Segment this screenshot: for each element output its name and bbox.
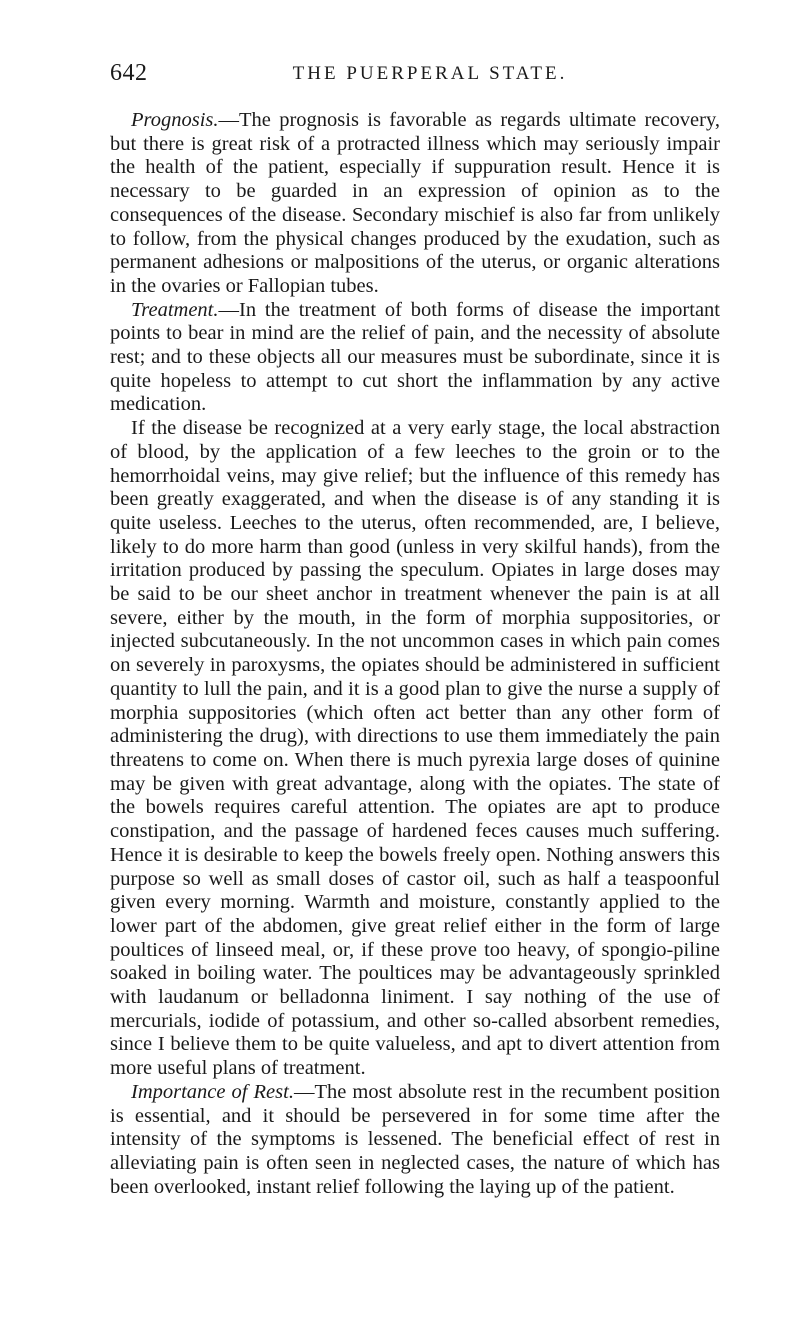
paragraph-text: —The prognosis is favorable as regards ultimate recovery, but there is great risk of a protracted illness which may seriously impair the health of the patient, especially if suppuration result. Hence it is necessary to be guarded in an expression of opinion as to the consequences of the disease. Secondary mischief is also far from unlikely to follow, from the physical changes produced by the exudation, such as permanent adhesions or malpositions of the uterus, or organic alterations in the ovaries or Fallopian tubes. xyxy=(110,109,720,297)
paragraph-text: —In the treatment of both forms of disease the important points to bear in mind are the relief of pain, and the necessity of absolute rest; and to these objects all our measures must be subordinate, since it is quite hopeless to attempt to cut short the inflammation by any active medication. xyxy=(110,298,720,416)
paragraph-importance-of-rest xyxy=(110,1081,720,1200)
section-heading-prognosis: Prognosis. xyxy=(131,109,219,131)
paragraph-text: If the disease be recognized at a very early stage, the local abstraction of blood, by the application of a few leeches to the groin or to the hemorrhoidal veins, may give relief; but the influence of this remedy has been greatly exaggerated, and when the disease is of any standing it is quite useless. Leeches to the uterus, often recommended, are, I believe, likely to do more harm than good (unless in very skilful hands), from the irritation produced by passing the speculum. Opiates in large doses may be said to be our sheet anchor in treatment whenever the pain is at all severe, either by the mouth, in the form of morphia suppositories, or injected subcutaneously. In the not uncommon cases in which pain comes on severely in paroxysms, the opiates should be administered in sufficient quantity to lull the pain, and it is a good plan to give the nurse a supply of morphia suppositories (which often act better than any other form of administering the drug), with directions to use them immediately the pain threatens to come on. When there is much pyrexia large doses of quinine may be given with great advantage, along with the opiates. The state of the bowels requires careful attention. The opiates are apt to produce constipation, and the passage of hardened feces causes much suffering. Hence it is desirable to keep the bowels freely open. Nothing answers this purpose so well as small doses of castor oil, such as half a teaspoonful given every morning. Warmth and moisture, constantly applied to the lower part of the abdomen, give great relief either in the form of large poultices of linseed meal, or, if these prove too heavy, of spongio-piline soaked in boiling water. The poultices may be advantageously sprinkled with laudanum or belladonna liniment. I say nothing of the use of mercurials, iodide of potassium, and other so-called absorbent remedies, since I believe them to be quite valueless, and apt to divert attention from more useful plans of treatment. xyxy=(110,417,720,1080)
page-number: 642 xyxy=(110,60,148,86)
section-heading-importance-of-rest: Importance of Rest. xyxy=(131,1080,294,1103)
paragraph-leeches-opiates xyxy=(110,417,720,1081)
paragraph-text: —The most absolute rest in the recumbent position is essential, and it should be persevered in for some time after the intensity of the symptoms is lessened. The beneficial effect of rest in alleviating pain is often seen in neglected cases, the nature of which has been overlooked, instant relief following the laying up of the patient. xyxy=(110,1080,720,1198)
paragraph-prognosis xyxy=(110,109,720,299)
section-heading-treatment: Treatment. xyxy=(131,298,219,321)
running-head xyxy=(110,60,720,90)
body-text xyxy=(110,109,720,1199)
running-title: THE PUERPERAL STATE. xyxy=(292,63,568,84)
paragraph-treatment xyxy=(110,299,720,418)
